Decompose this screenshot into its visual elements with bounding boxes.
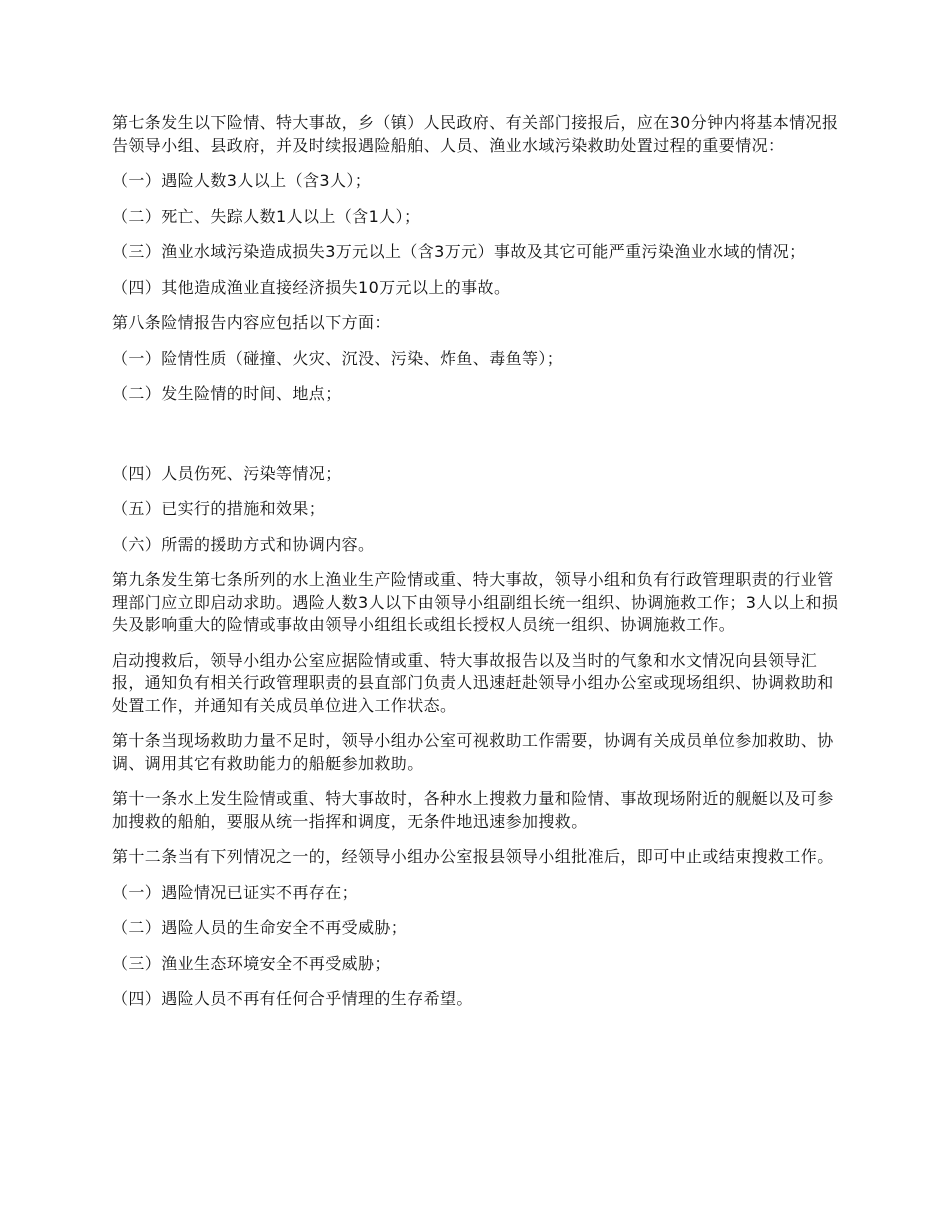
document-page [112, 112, 840, 1024]
article-7: 第七条发生以下险情、特大事故，乡（镇）人民政府、有关部门接报后，应在30分钟内将基本情况报告领导小组、县政府，并及时续报遇险船舶、人员、渔业水域污染救助处置过程的重要情况： [112, 113, 839, 155]
article-7-item-1: （一）遇险人数3人以上（含3人）； [112, 171, 372, 190]
article-8-item-4: （四）人员伤死、污染等情况； [112, 463, 342, 483]
article-7-item-4: （四）其他造成渔业直接经济损失10万元以上的事故。 [112, 277, 511, 297]
article-8-item-1: （一）险情性质（碰撞、火灾、沉没、污染、炸鱼、毒鱼等）； [112, 348, 564, 368]
article-8-item-6: （六）所需的援助方式和协调内容。 [112, 534, 375, 554]
article-8-item-2: （二）发生险情的时间、地点； [112, 384, 342, 403]
article-12-item-3: （三）渔业生态环境安全不再受威胁； [112, 953, 391, 973]
article-9: 第九条发生第七条所列的水上渔业生产险情或重、特大事故，领导小组和负有行政管理职责的行业管理部门应立即启动求助。遇险人数3人以下由领导小组副组长统一组织、协调施救工作；3人以上和损失及影响重大的险情或事故由领导小组组长或组长授权人员统一组织、协调施救工作。 [112, 570, 839, 634]
article-11: 第十一条水上发生险情或重、特大事故时，各种水上搜救力量和险情、事故现场附近的舰艇以及可参加搜救的船舶，要服从统一指挥和调度，无条件地迅速参加搜救。 [112, 789, 834, 831]
article-12-item-1: （一）遇险情况已证实不再存在； [112, 882, 359, 902]
article-9-continued: 启动搜救后，领导小组办公室应据险情或重、特大事故报告以及当时的气象和水文情况向县领导汇报，通知负有相关行政管理职责的县直部门负责人迅速赶赴领导小组办公室或现场组织、协调救助和处置工作，并通知有关成员单位进入工作状态。 [112, 650, 834, 715]
article-8-item-5: （五）已实行的措施和效果； [112, 499, 326, 518]
article-8: 第八条险情报告内容应包括以下方面： [112, 313, 391, 332]
article-12-item-2: （二）遇险人员的生命安全不再受威胁； [112, 918, 408, 937]
article-7-item-2: （二）死亡、失踪人数1人以上（含1人）； [112, 206, 421, 226]
article-12-item-4: （四）遇险人员不再有任何合乎情理的生存希望。 [112, 989, 473, 1008]
blank-line [112, 419, 840, 463]
article-12: 第十二条当有下列情况之一的，经领导小组办公室报县领导小组批准后，即可中止或结束搜救工作。 [112, 847, 834, 866]
article-7-item-3: （三）渔业水域污染造成损失3万元以上（含3万元）事故及其它可能严重污染渔业水域的情况； [112, 242, 806, 261]
article-10: 第十条当现场救助力量不足时，领导小组办公室可视救助工作需要，协调有关成员单位参加救助、协调、调用其它有救助能力的船艇参加救助。 [112, 731, 834, 773]
